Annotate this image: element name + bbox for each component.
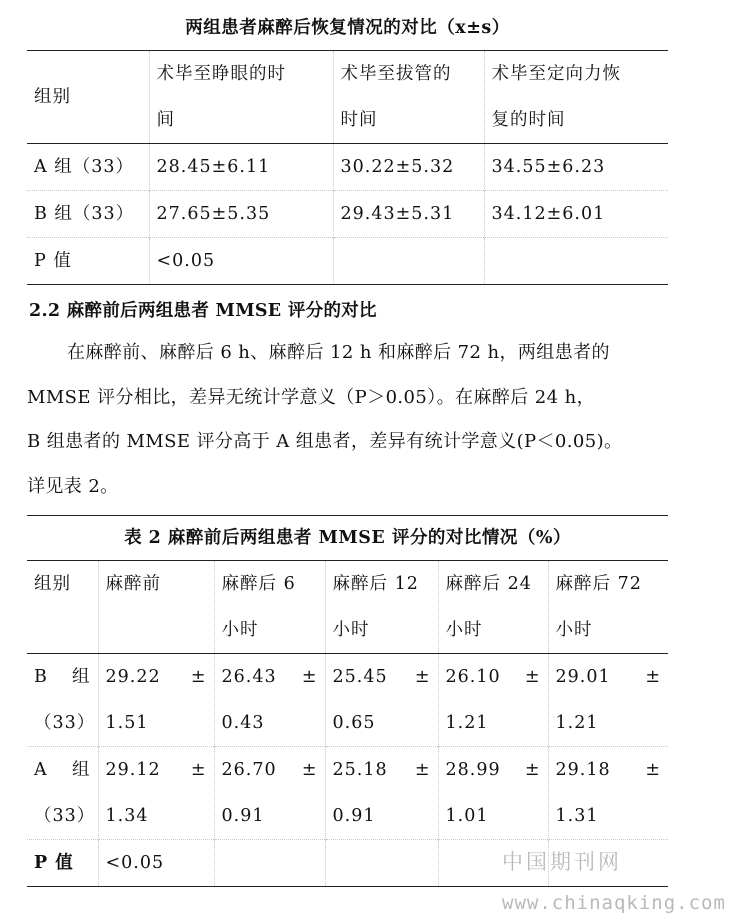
cell: P 值: [34, 853, 74, 873]
cell: [333, 238, 484, 285]
header-extubation: 术毕至拔管的 时间: [333, 51, 484, 144]
section-heading: 2.2 麻醉前后两组患者 MMSE 评分的对比: [29, 301, 377, 321]
cell: 25.18 ± 0.91: [325, 747, 438, 840]
cell: <0.05: [98, 840, 214, 887]
table-row: [27, 144, 668, 191]
cell: 26.10 ± 1.21: [438, 654, 548, 747]
table-row: [27, 238, 668, 285]
table-caption: 两组患者麻醉后恢复情况的对比（x±s）: [185, 18, 510, 38]
cell: 29.43±5.31: [333, 191, 484, 238]
group-cell: A 组 （33）: [34, 760, 96, 826]
cell: 29.12 ± 1.34: [98, 747, 214, 840]
cell: 27.65±5.35: [149, 191, 333, 238]
cell: 34.12±6.01: [484, 191, 668, 238]
cell: 28.99 ± 1.01: [438, 747, 548, 840]
cell: <0.05: [149, 238, 333, 285]
table-row: [27, 191, 668, 238]
document-page: [27, 6, 668, 887]
paragraph-line: 详见表 2。: [27, 475, 119, 497]
watermark-url: www.chinaqking.com: [502, 892, 726, 914]
cell: [325, 840, 438, 887]
cell: A 组（33）: [34, 157, 134, 177]
cell: B 组（33）: [34, 204, 135, 224]
cell: [214, 840, 325, 887]
table-mmse: [27, 515, 668, 887]
table-row: [27, 654, 668, 747]
cell: 28.45±6.11: [149, 144, 333, 191]
paragraph-line: 在麻醉前、麻醉后 6 h、麻醉后 12 h 和麻醉后 72 h，两组患者的: [67, 342, 610, 363]
group-cell: B 组 （33）: [34, 667, 96, 733]
table-row: [27, 747, 668, 840]
cell: 29.22 ± 1.51: [98, 654, 214, 747]
cell: 29.18 ± 1.31: [548, 747, 668, 840]
header-orientation: 术毕至定向力恢 复的时间: [484, 51, 668, 144]
header-group: 组别: [34, 574, 71, 594]
cell: 34.55±6.23: [484, 144, 668, 191]
header-group: 组别: [34, 87, 71, 107]
paragraph-line: MMSE 评分相比，差异无统计学意义（P＞0.05）。在麻醉后 24 h，: [27, 386, 595, 408]
cell: 30.22±5.32: [333, 144, 484, 191]
cell: 25.45 ± 0.65: [325, 654, 438, 747]
body-paragraph: [27, 331, 668, 509]
header-pre: 麻醉前: [98, 561, 214, 654]
paragraph-line: B 组患者的 MMSE 评分高于 A 组患者，差异有统计学意义(P＜0.05)。: [27, 431, 623, 452]
header-eye-open: 术毕至睁眼的时 间: [149, 51, 333, 144]
table-recovery: [27, 6, 668, 285]
cell: [484, 238, 668, 285]
watermark-logo-text: 中国期刊网: [502, 850, 622, 874]
header-72h: 麻醉后 72 小时: [548, 561, 668, 654]
cell: 26.43 ± 0.43: [214, 654, 325, 747]
header-24h: 麻醉后 24 小时: [438, 561, 548, 654]
cell: P 值: [34, 251, 72, 271]
header-12h: 麻醉后 12 小时: [325, 561, 438, 654]
cell: 29.01 ± 1.21: [548, 654, 668, 747]
cell: 26.70 ± 0.91: [214, 747, 325, 840]
table-caption: 表 2 麻醉前后两组患者 MMSE 评分的对比情况（%）: [124, 528, 571, 548]
header-6h: 麻醉后 6 小时: [214, 561, 325, 654]
